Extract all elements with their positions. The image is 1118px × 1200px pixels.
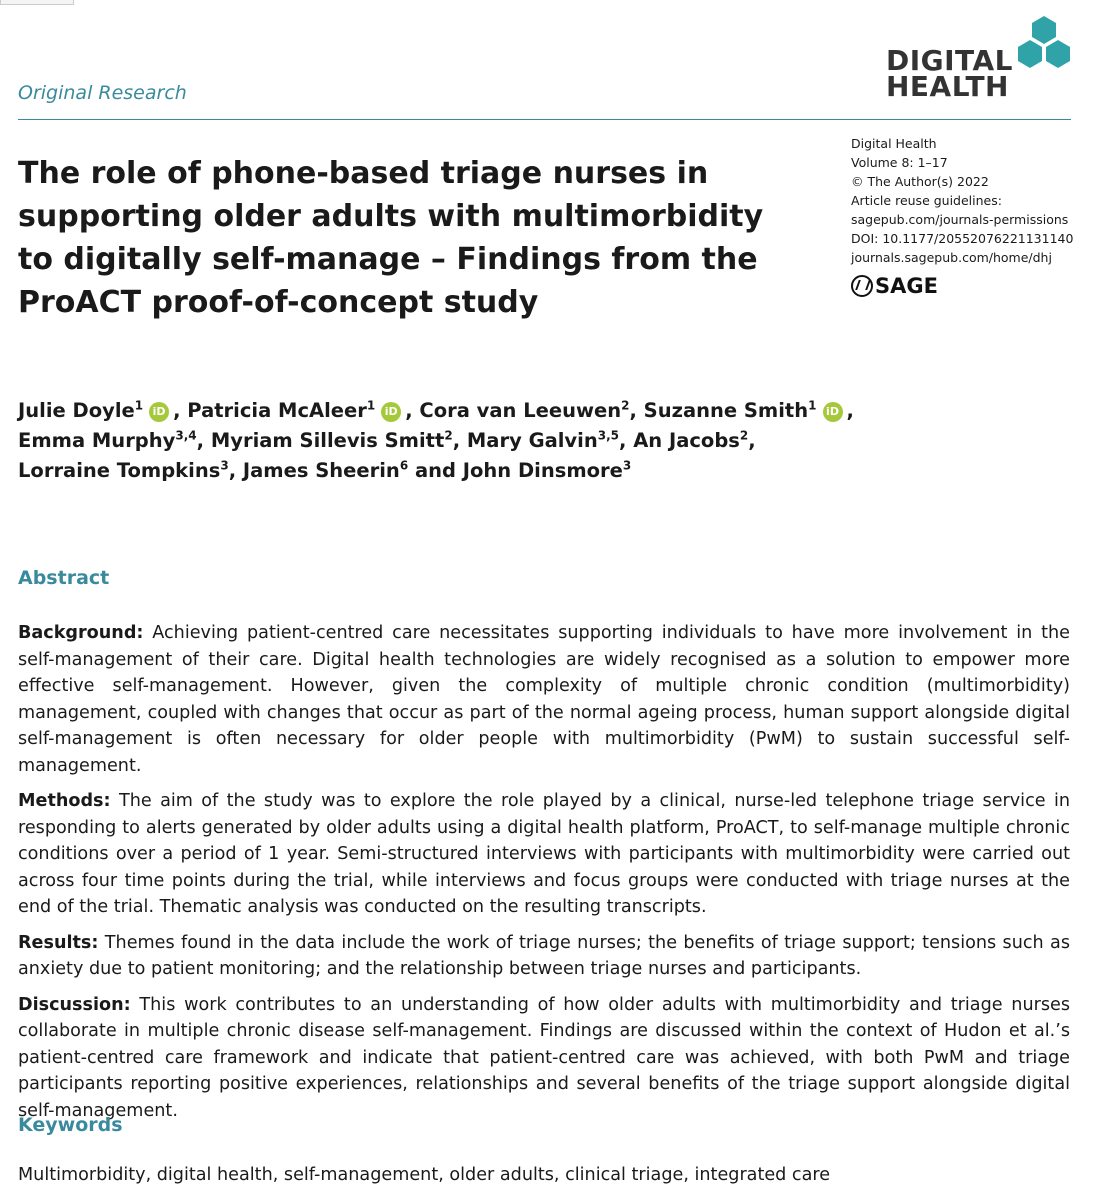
abstract-heading: Abstract: [18, 567, 110, 589]
abstract-section-text: This work contributes to an understanding of how older adults with multimorbidity and triage nurses collaborate in multiple chronic disease self-management. Findings are discussed within the context of Hudon et al.’s patient-centred care framework and indicate that patient-centred care was achieved, with both PwM and triage participants reporting positive experiences, relationships and several benefits of the triage support alongside digital self-management.: [18, 994, 1070, 1121]
author-affiliation: 1: [134, 398, 144, 413]
article-type-label: Original Research: [18, 82, 187, 104]
permissions-link[interactable]: sagepub.com/journals-permissions: [851, 212, 1069, 227]
author-affiliation: 3,5: [597, 428, 619, 443]
author-affiliation: 3: [220, 458, 229, 473]
abstract-section-label: Methods:: [18, 791, 111, 811]
abstract-section-text: Achieving patient-centred care necessitates supporting individuals to have more involvement in the self-management of their care. Digital health technologies are widely recognised as a solution to empower more effective self-management. However, given the complexity of multiple chronic condition (multimorbidity) management, coupled with changes that occur as part of the normal ageing process, human support alongside digital self-management is often necessary for older people with multimorbidity (PwM) to sustain successful self-management.: [18, 623, 1070, 776]
author-separator: ,: [846, 399, 854, 422]
author-affiliation: 3,4: [175, 428, 197, 443]
logo-line-1: DIGITAL: [886, 44, 1013, 77]
abstract-section-label: Discussion:: [18, 994, 131, 1015]
author-separator: ,: [452, 429, 467, 452]
journal-homepage-link[interactable]: journals.sagepub.com/home/dhj: [851, 250, 1052, 265]
copyright: © The Author(s) 2022: [851, 174, 989, 189]
author-list: [18, 396, 1078, 486]
author-affiliation: 2: [739, 428, 749, 443]
journal-name: Digital Health: [851, 136, 937, 151]
volume-info: Volume 8: 1–17: [851, 155, 948, 170]
abstract-section: [18, 992, 1070, 1125]
author-separator: ,: [629, 399, 644, 422]
abstract-section-label: Background:: [18, 623, 144, 643]
author-name: Patricia McAleer: [187, 399, 367, 422]
author-separator: ,: [173, 399, 188, 422]
author-name: Lorraine Tompkins: [18, 459, 221, 482]
keywords-list: Multimorbidity, digital health, self-management, older adults, clinical triage, integrated care: [18, 1165, 831, 1185]
logo-line-2: HEALTH: [886, 70, 1009, 103]
author-name: John Dinsmore: [462, 459, 623, 482]
top-edge-tab: [0, 0, 74, 5]
abstract-section-label: Results:: [18, 932, 99, 953]
author-name: Cora van Leeuwen: [419, 399, 622, 422]
author-affiliation: 1: [366, 398, 376, 413]
abstract-section: [18, 930, 1070, 983]
doi-link[interactable]: DOI: 10.1177/20552076221131140: [851, 231, 1074, 246]
orcid-icon[interactable]: iD: [381, 402, 401, 422]
abstract-section-text: The aim of the study was to explore the role played by a clinical, nurse-led telephone triage service in responding to alerts generated by older adults using a digital health platform, ProACT, to self-manage multiple chronic conditions over a period of 1 year. Semi-structured interviews with participants with multimorbidity were carried out across four time points during the trial, while interviews and focus groups were conducted with triage nurses at the end of the trial. Thematic analysis was conducted on the resulting transcripts.: [18, 791, 1070, 917]
author-separator: ,: [405, 399, 420, 422]
abstract-section: [18, 788, 1070, 921]
reuse-label: Article reuse guidelines:: [851, 193, 1002, 208]
orcid-icon[interactable]: iD: [823, 402, 843, 422]
abstract-body: [18, 620, 1070, 1133]
author-name: Myriam Sillevis Smitt: [210, 429, 445, 452]
author-name: Suzanne Smith: [643, 399, 809, 422]
logo-wordmark: [886, 44, 1013, 103]
abstract-section: [18, 620, 1070, 779]
author-affiliation: 6: [399, 458, 409, 473]
keywords-heading: Keywords: [18, 1114, 123, 1136]
author-affiliation: 1: [808, 398, 817, 413]
article-metadata: [851, 134, 1073, 267]
author-separator: ,: [196, 429, 211, 452]
sage-mark-icon: [851, 275, 873, 297]
author-separator: and: [408, 459, 463, 482]
abstract-section-text: Themes found in the data include the work of triage nurses; the benefits of triage support; tensions such as anxiety due to patient monitoring; and the relationship between triage nurses and participants.: [18, 932, 1070, 979]
author-affiliation: 3: [622, 458, 632, 473]
author-affiliation: 2: [621, 398, 630, 413]
journal-logo: [886, 14, 1076, 106]
author-name: Emma Murphy: [18, 429, 176, 452]
publisher-logo: [851, 274, 938, 298]
author-separator: ,: [228, 459, 243, 482]
header-rule: [18, 119, 1071, 120]
author-affiliation: 2: [444, 428, 453, 443]
publisher-name: SAGE: [875, 274, 938, 298]
article-title: The role of phone-based triage nurses in supporting older adults with multimorbidity to digitally self-manage – Findings from the ProACT proof-of-concept study: [18, 156, 764, 320]
author-separator: ,: [748, 429, 756, 452]
author-name: James Sheerin: [242, 459, 400, 482]
orcid-icon[interactable]: iD: [149, 402, 169, 422]
author-separator: ,: [618, 429, 634, 452]
author-name: Mary Galvin: [466, 429, 598, 452]
hexagon-logo-icon: [1014, 14, 1074, 78]
author-name: An Jacobs: [633, 429, 740, 452]
author-name: Julie Doyle: [18, 399, 135, 422]
